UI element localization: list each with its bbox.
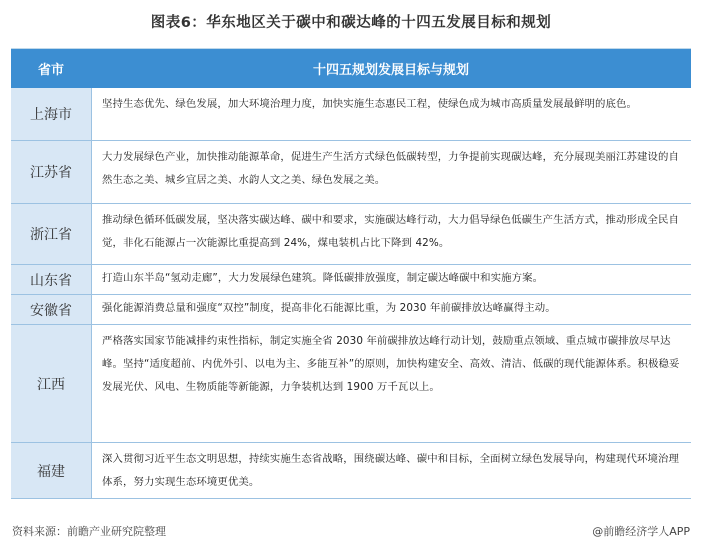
table-header — [11, 49, 691, 88]
goal-cell: 深入贯彻习近平生态文明思想，持续实施生态省战略，围绕碳达峰、碳中和目标，全面树立绿色发展导向，构建现代环境治理体系，努力实现生态环境更优美。 — [102, 453, 679, 488]
province-cell: 上海市 — [11, 88, 92, 140]
header-goals: 十四五规划发展目标与规划 — [312, 63, 469, 78]
table-row — [11, 443, 691, 499]
table-row — [11, 265, 691, 295]
goal-cell: 坚持生态优先、绿色发展，加大环境治理力度，加快实施生态惠民工程，使绿色成为城市高质量发展最鲜明的底色。 — [102, 98, 638, 110]
table-row — [11, 141, 691, 204]
table-row — [11, 325, 691, 443]
goal-cell: 强化能源消费总量和强度“双控”制度，提高非化石能源比重，为 2030 年前碳排放达峰赢得主动。 — [102, 302, 556, 314]
goal-cell: 严格落实国家节能减排约束性指标，制定实施全省 2030 年前碳排放达峰行动计划，鼓励重点领域、重点城市碳排放尽早达峰。坚持“适度超前、内优外引、以电为主、多能互补”的原则，加快构建安全、高效、清洁、低碳的现代能源体系。积极稳妥发展光伏、风电、生物质能等新能源，力争装机达到 1900 万千瓦以上。 — [102, 335, 680, 393]
province-cell: 江苏省 — [11, 141, 92, 203]
footer — [0, 521, 702, 541]
province-cell: 山东省 — [11, 265, 92, 294]
table-row — [11, 295, 691, 325]
header-province: 省市 — [37, 63, 64, 78]
figure-title: 图表6：华东地区关于碳中和碳达峰的十四五发展目标和规划 — [150, 15, 552, 31]
source-note: 资料来源：前瞻产业研究院整理 — [12, 525, 166, 538]
goal-cell: 打造山东半岛“氢动走廊”，大力发展绿色建筑。降低碳排放强度，制定碳达峰碳中和实施方案。 — [102, 272, 544, 284]
goal-cell: 大力发展绿色产业，加快推动能源革命，促进生产生活方式绿色低碳转型，力争提前实现碳达峰，充分展现美丽江苏建设的自然生态之美、城乡宜居之美、水韵人文之美、绿色发展之美。 — [102, 151, 679, 186]
table-row — [11, 204, 691, 265]
province-cell: 安徽省 — [11, 295, 92, 324]
table-row — [11, 88, 691, 141]
province-cell: 浙江省 — [11, 204, 92, 264]
province-cell: 江西 — [11, 325, 92, 442]
brand-credit — [592, 523, 690, 539]
brand-label: @前瞻经济学人APP — [592, 525, 690, 538]
goals-table — [11, 48, 691, 499]
goal-cell: 推动绿色循环低碳发展，坚决落实碳达峰、碳中和要求，实施碳达峰行动，大力倡导绿色低碳生产生活方式，推动形成全民自觉，非化石能源占一次能源比重提高到 24%，煤电装机占比下降到 42%。 — [102, 214, 679, 249]
province-cell: 福建 — [11, 443, 92, 498]
